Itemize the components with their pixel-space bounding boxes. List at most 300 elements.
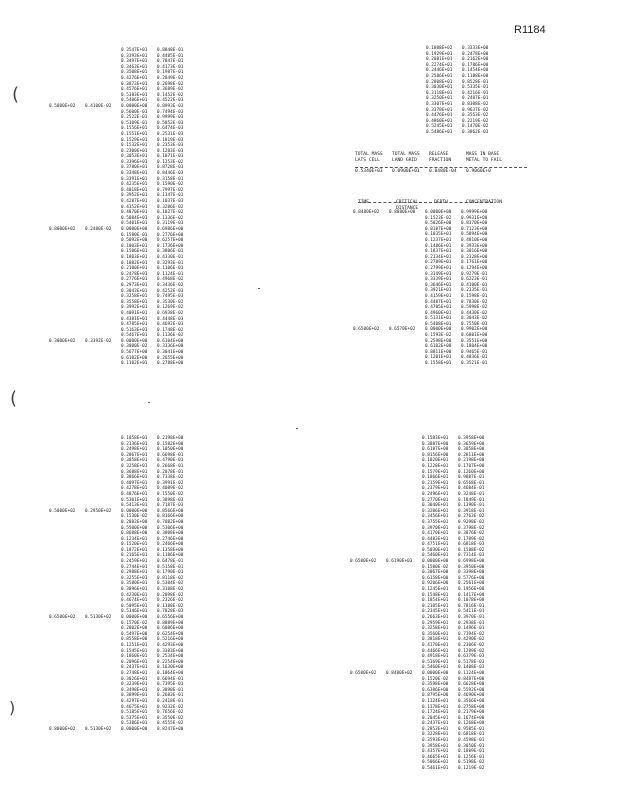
- table-cell: 0.1550E-02: [157, 491, 184, 497]
- table-row: [350, 766, 494, 772]
- table-cell: 0.7314E-03: [458, 553, 485, 559]
- table-cell: 0.3806E-01: [157, 249, 184, 255]
- table-cell: 0.6190E+03: [386, 559, 413, 565]
- table-cell: 0.4485E-01: [157, 53, 184, 59]
- table-cell: 0.7494E-03: [157, 109, 184, 115]
- table-cell: 0.6698E-01: [157, 452, 184, 458]
- table-cell: 0.1102E+01: [121, 361, 148, 367]
- table-cell: 0.6500E+02: [350, 559, 377, 565]
- summary-value: 0.9060E+0: [466, 169, 491, 174]
- table-cell: 0.0000E+00: [121, 227, 148, 232]
- table-cell: 0.4918E+01: [422, 654, 449, 660]
- table-cell: 0.6386E+00: [422, 687, 449, 693]
- table-cell: 0.3040E+01: [422, 503, 449, 509]
- table-cell: 0.2973E+01: [121, 282, 148, 288]
- table-cell: 0.5500E+00: [121, 525, 148, 531]
- table-cell: 0.6257E+00: [157, 238, 184, 244]
- table-row: [49, 727, 193, 733]
- table-cell: 0.4290E-02: [458, 637, 485, 643]
- table-cell: 0.2663E+01: [422, 615, 449, 620]
- table-cell: 0.3258E+01: [121, 463, 148, 469]
- table-cell: 0.3119E-03: [157, 221, 184, 227]
- table-cell: 0.3393E+01: [121, 53, 148, 59]
- table-cell: 0.6379E-03: [458, 654, 485, 660]
- table-cell: 0.1523E-02: [425, 215, 452, 221]
- table-cell: 0.2959E+01: [422, 620, 449, 626]
- table-cell: 0.2561E+00: [458, 581, 485, 587]
- table-cell: 0.1804E+00: [461, 344, 488, 350]
- table-cell: 0.5158E-01: [157, 564, 184, 570]
- table-cell: 0.1050E+00: [157, 447, 184, 453]
- table-cell: 0.8993E-03: [157, 103, 184, 109]
- table-cell: 0.9999E+00: [461, 210, 488, 215]
- table-cell: 0.3688E+01: [121, 469, 148, 475]
- table-cell: 0.8566E+00: [157, 508, 184, 514]
- table-cell: 0.0000E+00: [422, 670, 449, 676]
- table-cell: 0.3293E-01: [157, 260, 184, 266]
- table-cell: 0.3992E+01: [121, 305, 148, 311]
- table-cell: 0.1186E+00: [157, 553, 184, 559]
- table-cell: 0.9298E-02: [458, 519, 485, 525]
- table-cell: 0.1593E-02: [425, 333, 452, 339]
- table-cell: 0.4876E+01: [121, 491, 148, 497]
- table-cell: 0.1269E-02: [157, 305, 184, 311]
- summary-values: [355, 157, 506, 181]
- table-cell: 0.1570E-02: [121, 620, 148, 626]
- table-cell: 0.5130E+02: [85, 726, 112, 732]
- scan-speck: [258, 288, 260, 289]
- table-cell: 0.3053E+01: [121, 154, 148, 160]
- table-cell: 0.3950E+00: [458, 564, 485, 570]
- table-cell: 0.1078E+00: [458, 598, 485, 604]
- table-cell: [386, 766, 422, 772]
- table-cell: 0.1579E+01: [422, 469, 449, 475]
- table-cell: 0.3933E+00: [461, 243, 488, 249]
- table-cell: 0.3598E+00: [422, 682, 449, 688]
- table-cell: 0.1037E-03: [157, 199, 184, 205]
- table-cell: 0.2478E+01: [121, 271, 148, 277]
- table-cell: 0.1872E+01: [121, 547, 148, 553]
- table-cell: 0.4216E-01: [462, 90, 489, 96]
- punch-hole-mark: (: [12, 84, 20, 105]
- table-cell: 0.1390E-01: [458, 503, 485, 509]
- table-cell: 0.1849E-01: [458, 497, 485, 503]
- table-cell: 0.8811E+00: [425, 349, 452, 355]
- table-cell: 0.1136E-02: [157, 333, 184, 339]
- table-cell: 0.4159E+01: [425, 293, 452, 299]
- table-cell: 0.1802E+01: [121, 260, 148, 266]
- table-cell: 0.8308E-02: [462, 101, 489, 107]
- table-cell: 0.3593E+01: [422, 738, 449, 744]
- table-cell: 0.6102E+00: [425, 344, 452, 350]
- table-cell: 0.1582E+00: [157, 441, 184, 447]
- table-cell: 0.1234E+01: [121, 536, 148, 542]
- table-cell: 0.3228E+01: [422, 732, 449, 738]
- table-cell: 0.1283E-03: [157, 148, 184, 154]
- table-cell: 0.1408E-03: [458, 665, 485, 671]
- table-cell: 0.7187E-03: [157, 503, 184, 509]
- table-cell: 0.3550E-02: [157, 715, 184, 721]
- table-cell: 0.5413E+01: [121, 503, 148, 509]
- table-cell: 0.1556E+01: [121, 126, 148, 132]
- table-cell: 0.5406E+01: [121, 98, 148, 104]
- table-cell: 0.1630E+00: [157, 665, 184, 671]
- table-cell: 0.1551E+01: [121, 131, 148, 137]
- table-cell: 0.4870E+01: [121, 210, 148, 216]
- table-cell: 0.4252E-03: [157, 288, 184, 294]
- table-cell: 0.5384E-02: [157, 581, 184, 587]
- table-cell: 0.3058E+00: [458, 447, 485, 453]
- header-concentration: CONCENTRATION: [466, 200, 502, 205]
- table-cell: 0.1548E+01: [422, 592, 449, 598]
- table-cell: 0.1506E+01: [121, 249, 148, 255]
- table-cell: 0.3530E-02: [157, 299, 184, 305]
- table-cell: 0.6628E+00: [458, 682, 485, 688]
- table-cell: 0.5401E+01: [121, 221, 148, 227]
- table-cell: 0.3248E-01: [458, 491, 485, 497]
- table-cell: 0.3396E+01: [121, 159, 148, 165]
- table-cell: 0.3898E-01: [157, 687, 184, 693]
- table-cell: 0.9232E-02: [157, 704, 184, 710]
- table-cell: 0.1188E+00: [462, 73, 489, 79]
- table-cell: 0.2478E+00: [462, 51, 489, 57]
- table-cell: 0.7123E+00: [461, 226, 488, 232]
- table-cell: 0.3498E+01: [121, 687, 148, 693]
- table-cell: 0.8487E+00: [458, 676, 485, 682]
- table-cell: 0.5461E+01: [422, 766, 449, 772]
- table-cell: 0.3808E+00: [157, 531, 184, 537]
- table-cell: 0.4352E+01: [121, 204, 148, 210]
- table-cell: 0.5408E+01: [425, 321, 452, 327]
- table-cell: 0.2198E+00: [458, 458, 485, 464]
- table-cell: 0.3239E+01: [121, 682, 148, 688]
- header-time: TIME: [358, 200, 370, 205]
- table-cell: 0.3862E-03: [462, 129, 489, 135]
- table-cell: 0.4018E+01: [121, 187, 148, 193]
- table-cell: 0.2882E+00: [121, 519, 148, 525]
- table-cell: 0.3463E+01: [121, 64, 148, 70]
- table-cell: 0.3659E+00: [458, 441, 485, 447]
- table-cell: 0.3873E+01: [121, 81, 148, 87]
- table-cell: 0.4230E+01: [121, 592, 148, 598]
- table-cell: 0.1378E+01: [422, 704, 449, 710]
- table-cell: 0.3560E+01: [422, 631, 449, 637]
- table-cell: 0.5592E+00: [458, 687, 485, 693]
- table-cell: 0.5163E+01: [121, 327, 148, 333]
- table-cell: 0.5092E+00: [121, 238, 148, 244]
- table-cell: 0.4674E+01: [121, 598, 148, 604]
- table-cell: 0.2306E-02: [458, 642, 485, 648]
- table-cell: 0.2300E+01: [121, 148, 148, 154]
- table-cell: 0.1854E+01: [422, 598, 449, 604]
- table-cell: 0.1417E+00: [458, 592, 485, 598]
- table-cell: 0.3255E+01: [121, 575, 148, 581]
- table-cell: 0.2466E+00: [157, 542, 184, 548]
- table-cell: 0.2770E+01: [422, 497, 449, 503]
- table-cell: 0.3339E+01: [425, 277, 452, 283]
- table-cell: 0.3798E-02: [458, 525, 485, 531]
- table-cell: 0.6570E+02: [389, 327, 416, 333]
- table-cell: 0.2274E+01: [426, 62, 453, 68]
- table-cell: 0.7082E+00: [157, 519, 184, 525]
- table-cell: 0.2988E+01: [121, 570, 148, 576]
- table-cell: 0.2811E+00: [458, 452, 485, 458]
- table-cell: 0.1124E+00: [458, 670, 485, 676]
- table-cell: 0.5998E-02: [461, 305, 488, 311]
- table-cell: 0.2808E+01: [426, 79, 453, 85]
- table-cell: 0.5467E+01: [121, 333, 148, 339]
- table-cell: 0.5852E-03: [157, 120, 184, 126]
- table-cell: 0.1736E+00: [157, 243, 184, 249]
- table-cell: 0.1860E+01: [121, 654, 148, 660]
- table-cell: 0.3991E-02: [157, 480, 184, 486]
- table-cell: 0.3016E+00: [461, 249, 488, 255]
- table-cell: 0.7830E-02: [461, 299, 488, 305]
- table-cell: 0.4448E-03: [157, 316, 184, 322]
- table-cell: 0.2045E+01: [422, 715, 449, 721]
- table-cell: 0.6500E+02: [350, 670, 377, 676]
- table-cell: 0.1245E+01: [422, 587, 449, 593]
- table-cell: 0.4170E+01: [422, 642, 449, 648]
- table-cell: 0.1674E+00: [458, 715, 485, 721]
- table-cell: 0.3497E+01: [121, 59, 148, 65]
- table-cell: 0.1580E-01: [121, 232, 148, 238]
- table-cell: 0.5000E+02: [49, 508, 76, 514]
- table-cell: 0.2345E+01: [422, 609, 449, 615]
- table-cell: 0.1260E+00: [458, 469, 485, 475]
- table-cell: 0.1228E+01: [422, 463, 449, 469]
- table-cell: 0.4960E+01: [425, 310, 452, 316]
- table-cell: 0.1253E-02: [157, 159, 184, 165]
- table-cell: 0.6086E+00: [157, 626, 184, 632]
- table-cell: 0.5095E+01: [121, 603, 148, 609]
- table-row: [49, 361, 193, 367]
- table-cell: 0.2776E+01: [121, 277, 148, 283]
- table-cell: 0.1888E+02: [426, 46, 453, 51]
- table-cell: 0.4466E+01: [422, 648, 449, 654]
- table-cell: 0.8156E+00: [422, 452, 449, 458]
- table-cell: 0.2326E-02: [157, 598, 184, 604]
- table-cell: 0.9206E+00: [422, 581, 449, 587]
- table-cell: 0.5026E+00: [425, 221, 452, 227]
- table-cell: 0.6474E-03: [157, 126, 184, 132]
- table-cell: 0.0000E+00: [422, 559, 449, 565]
- table-cell: 0.3866E+01: [121, 475, 148, 481]
- table-cell: 0.1707E+00: [458, 463, 485, 469]
- table-cell: 0.1106E-01: [157, 266, 184, 272]
- table-cell: 0.4576E+01: [121, 87, 148, 93]
- table-cell: 0.2534E+00: [157, 654, 184, 660]
- table-cell: 0.0000E+00: [121, 338, 148, 344]
- table-cell: 0.3188E-02: [157, 587, 184, 593]
- table-cell: 0.0000E+00: [121, 726, 148, 732]
- table-cell: 0.6158E+00: [422, 575, 449, 581]
- table-cell: 0.3258E+01: [121, 294, 148, 300]
- table-cell: 0.8889E+00: [157, 620, 184, 626]
- table-cell: 0.7847E-01: [157, 59, 184, 65]
- table-cell: 0.7338E-02: [157, 475, 184, 481]
- table-cell: 0.3547E+01: [121, 48, 148, 53]
- table-cell: 0.2081E+01: [426, 57, 453, 63]
- table-cell: 0.2802E+00: [121, 626, 148, 632]
- table-cell: 0.5301E+01: [121, 497, 148, 503]
- table-cell: 0.4297E+01: [121, 698, 148, 704]
- table-cell: 0.2096E+01: [121, 659, 148, 665]
- header-release-fraction: RELEASE FRACTION: [429, 152, 452, 163]
- table-cell: 0.6818E-01: [458, 732, 485, 738]
- table-cell: 0.6104E+00: [157, 338, 184, 344]
- table-cell: 0.2867E+01: [121, 452, 148, 458]
- table-cell: 0.8166E+00: [157, 514, 184, 520]
- table-cell: 0.6986E+00: [157, 227, 184, 232]
- table-cell: 0.1256E-01: [458, 754, 485, 760]
- table-cell: 0.3521E-01: [461, 361, 488, 367]
- table-cell: 0.9637E-02: [462, 107, 489, 113]
- table-cell: 0.4381E+01: [121, 316, 148, 322]
- table-cell: 0.4684E-01: [458, 486, 485, 492]
- table-cell: 0.3958E+00: [458, 436, 485, 441]
- table-cell: 0.3307E+01: [426, 101, 453, 107]
- table-cell: 0.3818E+01: [422, 637, 449, 643]
- table-cell: 0.6694E-01: [157, 676, 184, 682]
- table-cell: 0.4705E+01: [425, 305, 452, 311]
- divider: [355, 167, 527, 168]
- table-cell: 0.2496E+01: [422, 491, 449, 497]
- table-cell: 0.1237E+01: [425, 237, 452, 243]
- table-cell: 0.0000E+00: [425, 327, 452, 333]
- table-cell: 0.2849E-02: [157, 75, 184, 81]
- table-cell: 0.6818E-03: [458, 542, 485, 548]
- table-cell: 0.4276E+01: [121, 75, 148, 81]
- table-cell: 0.4836E-01: [461, 355, 488, 361]
- table-cell: 0.1496E-01: [458, 626, 485, 632]
- table-cell: 0.3378E+01: [426, 107, 453, 113]
- table-cell: 0.4089E-02: [157, 486, 184, 492]
- table-cell: 0.3566E+00: [458, 698, 485, 704]
- table-cell: 0.2950E+02: [85, 508, 112, 514]
- header-total-mass-cell: TOTAL MASS LATS CELL: [355, 152, 383, 163]
- table-cell: 0.4173E-01: [157, 64, 184, 70]
- table-cell: 0.9279E-01: [461, 271, 488, 277]
- table-cell: 0.3755E+01: [422, 519, 449, 525]
- table-cell: 0.1529E+01: [121, 137, 148, 143]
- table-cell: 0.8880E+00: [389, 210, 416, 215]
- table-cell: 0.1027E-02: [157, 210, 184, 216]
- table-cell: 0.1003E+01: [121, 243, 148, 249]
- scan-speck: [148, 402, 150, 403]
- table-cell: 0.4810E+00: [461, 237, 488, 243]
- table-cell: 0.1837E+01: [425, 249, 452, 255]
- table-cell: 0.5677E+00: [121, 350, 148, 356]
- table-cell: 0.1124E-01: [157, 271, 184, 277]
- table-cell: 0.4598E-01: [458, 738, 485, 744]
- table-cell: 0.2586E+01: [426, 73, 453, 79]
- table-cell: 0.1520E-02: [422, 676, 449, 682]
- table-cell: 0.1530E-02: [121, 514, 148, 520]
- table-cell: 0.2746E+00: [157, 536, 184, 542]
- table-cell: 0.5486E+01: [426, 129, 453, 135]
- table-cell: 0.3436E-02: [157, 282, 184, 288]
- table-cell: 0.3392E-02: [85, 338, 112, 344]
- table-cell: 0.1289E-02: [458, 648, 485, 654]
- printout-block-right-bottom: [350, 436, 494, 772]
- table-cell: 0.3336E+00: [157, 344, 184, 350]
- table-cell: 0.5185E+01: [121, 710, 148, 716]
- table-cell: 0.2437E+01: [121, 665, 148, 671]
- table-row: [426, 130, 498, 136]
- table-cell: 0.2668E-01: [157, 463, 184, 469]
- table-cell: 0.5216E+00: [157, 637, 184, 643]
- table-cell: 0.1819E-03: [157, 137, 184, 143]
- table-cell: 0.2459E+01: [121, 559, 148, 565]
- table-cell: 0.6223E-01: [461, 277, 488, 283]
- table-cell: 0.7394E-02: [458, 631, 485, 637]
- punch-hole-mark: ): [9, 698, 16, 717]
- table-cell: 0.2758E+00: [458, 704, 485, 710]
- table-cell: 0.7816E-01: [458, 603, 485, 609]
- table-cell: 0.5130E+02: [85, 615, 112, 620]
- table-cell: 0.3118E+01: [426, 90, 453, 96]
- table-cell: 0.1452E-02: [157, 92, 184, 98]
- table-cell: 0.4483E+01: [422, 536, 449, 542]
- table-cell: 0.1790E-01: [157, 570, 184, 576]
- table-cell: 0.4100E-02: [85, 103, 112, 109]
- table-cell: 0.8000E+02: [49, 726, 76, 732]
- table-cell: 0.5497E+00: [121, 631, 148, 637]
- table-cell: 0.4751E+01: [422, 542, 449, 548]
- table-cell: 0.3558E+01: [121, 299, 148, 305]
- table-cell: 0.3286E-02: [157, 204, 184, 210]
- table-cell: 0.4522E-03: [157, 98, 184, 104]
- table-cell: 0.2487E-01: [462, 96, 489, 102]
- printout-block-right-top: [426, 46, 498, 136]
- table-cell: 0.3896E+01: [121, 587, 148, 593]
- table-cell: 0.1724E+01: [422, 710, 449, 716]
- table-cell: 0.3456E+01: [422, 514, 449, 520]
- table-cell: 0.2531E-03: [157, 131, 184, 137]
- summary-value: 0.5340E+03: [355, 169, 383, 174]
- table-cell: 0.1268E+00: [458, 721, 485, 727]
- table-cell: 0.3041E+00: [157, 350, 184, 356]
- table-cell: 0.3921E+01: [425, 288, 452, 294]
- table-cell: 0.1858E+01: [121, 436, 148, 441]
- table-cell: 0.2789E+01: [425, 260, 452, 266]
- table-cell: 0.1336E-02: [157, 215, 184, 221]
- table-cell: 0.8118E-02: [157, 575, 184, 581]
- table-cell: 0.4665E+01: [422, 754, 449, 760]
- table-cell: 0.8480E+02: [353, 210, 380, 215]
- table-cell: 0.4692E-03: [157, 322, 184, 328]
- table-cell: 0.2480E-02: [85, 227, 112, 232]
- table-cell: 0.1786E+00: [462, 62, 489, 68]
- table-cell: 0.4287E+01: [121, 199, 148, 205]
- table-cell: 0.6102E+00: [121, 355, 148, 361]
- table-cell: 0.1035E+01: [425, 232, 452, 238]
- table-cell: 0.1866E+01: [422, 475, 449, 481]
- table-cell: 0.3970E+01: [422, 525, 449, 531]
- table-cell: 0.1071E-03: [157, 154, 184, 160]
- table-cell: 0.3391E+01: [121, 176, 148, 182]
- table-cell: 0.4675E+01: [121, 704, 148, 710]
- table-cell: 0.3958E+01: [422, 743, 449, 749]
- table-cell: 0.8480E+02: [386, 670, 413, 676]
- table-cell: 0.5084E+01: [121, 215, 148, 221]
- table-cell: 0.1064E+00: [157, 670, 184, 676]
- table-cell: 0.1598E-01: [461, 293, 488, 299]
- summary-value: 0.8480E-04: [429, 169, 457, 174]
- table-cell: 0.5369E+01: [422, 659, 449, 665]
- table-cell: 0.1520E+01: [121, 542, 148, 548]
